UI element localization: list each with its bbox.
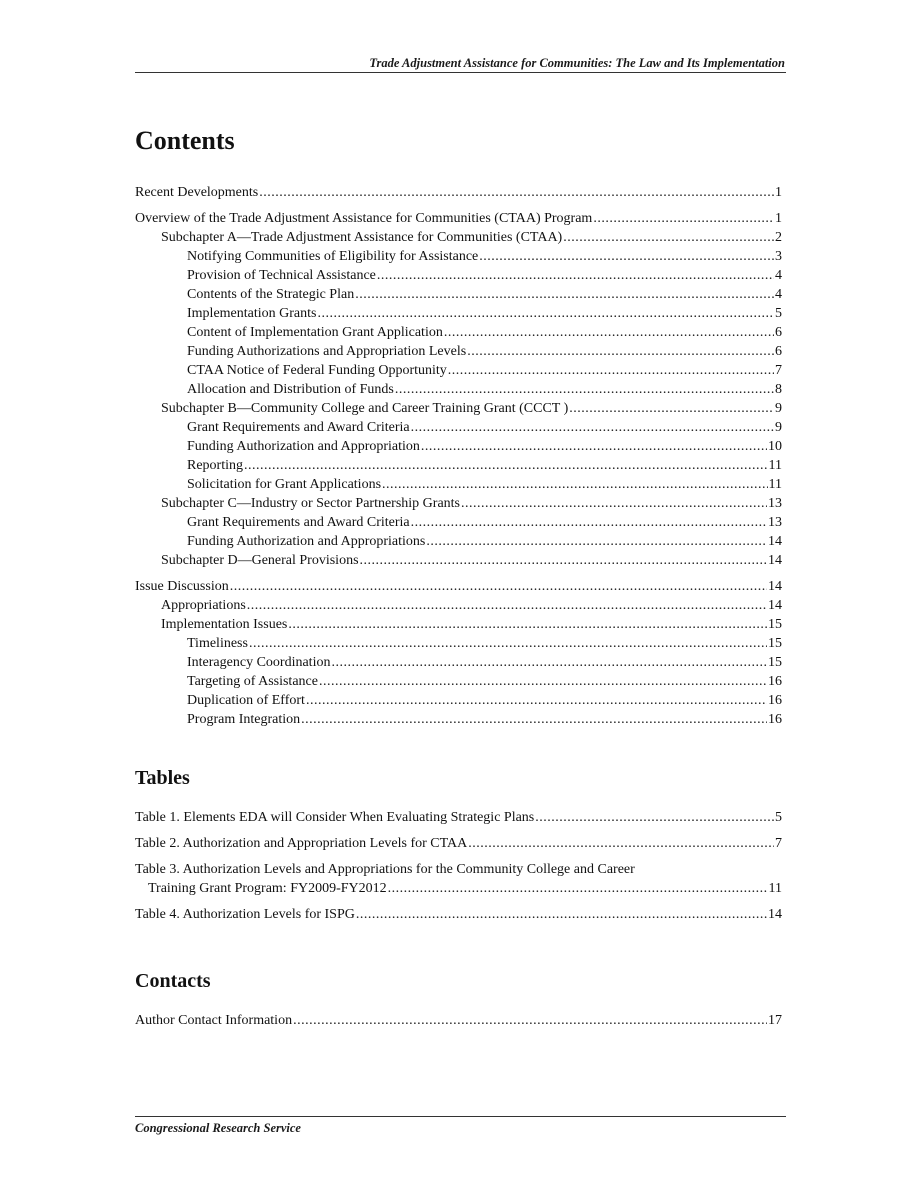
- toc-entry-page: 6: [775, 344, 782, 359]
- toc-entry-label: Table 1. Elements EDA will Consider When Evaluating Strategic Plans: [135, 810, 535, 825]
- toc-entry-label: Funding Authorization and Appropriation: [187, 439, 420, 454]
- toc-entry-label: Funding Authorization and Appropriations: [187, 534, 426, 549]
- toc-entry-label: Interagency Coordination: [187, 655, 331, 670]
- toc-entry-page: 15: [768, 617, 782, 632]
- toc-entry-page: 14: [768, 553, 782, 568]
- table-entry[interactable]: [135, 834, 782, 853]
- toc-entry-label: Reporting: [187, 458, 243, 473]
- toc-entry-page: 7: [775, 836, 782, 851]
- dot-leader: [535, 808, 774, 827]
- toc-entry-page: 13: [768, 515, 782, 530]
- toc-entry-page: 5: [775, 810, 782, 825]
- toc-entry-label: Issue Discussion: [135, 579, 229, 594]
- toc-entry[interactable]: [135, 266, 782, 285]
- toc-entry-page: 13: [768, 496, 782, 511]
- dot-leader: [317, 304, 774, 323]
- toc-entry-page: 14: [768, 907, 782, 922]
- toc-entry-page: 1: [775, 185, 782, 200]
- table-entry-continuation-text: Training Grant Program: FY2009-FY2012: [148, 881, 387, 896]
- toc-entry-label: Targeting of Assistance: [187, 674, 318, 689]
- running-footer: Congressional Research Service: [135, 1121, 301, 1135]
- toc-entry-label: Implementation Grants: [187, 306, 317, 321]
- toc-entry-label: Subchapter A—Trade Adjustment Assistance for Communities (CTAA): [161, 230, 563, 245]
- toc-entry[interactable]: [135, 228, 782, 247]
- toc-entry[interactable]: [135, 691, 782, 710]
- toc-entry[interactable]: [135, 475, 782, 494]
- toc-entry-label: Subchapter B—Community College and Career Training Grant (CCCT ): [161, 401, 569, 416]
- dot-leader: [467, 342, 774, 361]
- toc-entry-label: Subchapter C—Industry or Sector Partnership Grants: [161, 496, 460, 511]
- dot-leader: [230, 577, 767, 596]
- toc-entry-label: Grant Requirements and Award Criteria: [187, 515, 410, 530]
- toc-entry-page: 8: [775, 382, 782, 397]
- dot-leader: [301, 710, 767, 729]
- dot-leader: [421, 437, 767, 456]
- toc-entry-label: Provision of Technical Assistance: [187, 268, 376, 283]
- toc-entry-page: 6: [775, 325, 782, 340]
- toc-entry[interactable]: [135, 437, 782, 456]
- tables-heading: Tables: [135, 767, 190, 789]
- dot-leader: [244, 456, 768, 475]
- toc-entry[interactable]: [135, 456, 782, 475]
- toc-entry-label: Author Contact Information: [135, 1013, 293, 1028]
- dot-leader: [448, 361, 774, 380]
- toc-entry-label: Grant Requirements and Award Criteria: [187, 420, 410, 435]
- toc-entry-page: 4: [775, 268, 782, 283]
- dot-leader: [395, 380, 774, 399]
- toc-entry-page: 16: [768, 674, 782, 689]
- table-entry[interactable]: [135, 860, 782, 898]
- running-header: Trade Adjustment Assistance for Communities: The Law and Its Implementation: [369, 56, 785, 70]
- toc-entry-label: Timeliness: [187, 636, 248, 651]
- header-rule: [135, 72, 786, 73]
- toc-entry-label: Table 2. Authorization and Appropriation Levels for CTAA: [135, 836, 468, 851]
- toc-entry-page: 11: [768, 477, 782, 492]
- toc-entry[interactable]: [135, 323, 782, 342]
- table-entry-continuation: [135, 879, 782, 898]
- toc-entry-label: Recent Developments: [135, 185, 259, 200]
- toc-entry-label: Funding Authorizations and Appropriation Levels: [187, 344, 467, 359]
- dot-leader: [306, 691, 767, 710]
- toc-entry[interactable]: [135, 399, 782, 418]
- tables-section: [135, 765, 782, 924]
- toc-entry-label: Notifying Communities of Eligibility for Assistance: [187, 249, 479, 264]
- toc-entry-page: 4: [775, 287, 782, 302]
- dot-leader: [411, 418, 774, 437]
- toc-entry[interactable]: [135, 494, 782, 513]
- toc-entry[interactable]: [135, 361, 782, 380]
- toc-entry[interactable]: [135, 209, 782, 228]
- toc-entry-label: Content of Implementation Grant Application: [187, 325, 443, 340]
- toc-entry-page: 9: [775, 420, 782, 435]
- toc-entry-label: CTAA Notice of Federal Funding Opportunity: [187, 363, 447, 378]
- footer-rule: [135, 1116, 786, 1117]
- toc-entry[interactable]: [135, 672, 782, 691]
- toc-entry[interactable]: [135, 532, 782, 551]
- dot-leader: [479, 247, 774, 266]
- contacts-list: [135, 1011, 782, 1030]
- toc-entry-page: 16: [768, 712, 782, 727]
- toc-entry[interactable]: [135, 380, 782, 399]
- dot-leader: [461, 494, 767, 513]
- dot-leader: [356, 905, 767, 924]
- contents-list: [135, 183, 782, 729]
- toc-entry-page: 5: [775, 306, 782, 321]
- toc-entry[interactable]: [135, 342, 782, 361]
- toc-entry-label: Implementation Issues: [161, 617, 288, 632]
- toc-entry-page: 1: [775, 211, 782, 226]
- dot-leader: [563, 228, 774, 247]
- toc-entry-label: Overview of the Trade Adjustment Assistance for Communities (CTAA) Program: [135, 211, 593, 226]
- dot-leader: [319, 672, 767, 691]
- contacts-heading: Contacts: [135, 970, 211, 992]
- dot-leader: [377, 266, 774, 285]
- dot-leader: [249, 634, 767, 653]
- toc-entry[interactable]: [135, 596, 782, 615]
- toc-entry-label: Allocation and Distribution of Funds: [187, 382, 394, 397]
- tables-list: [135, 808, 782, 924]
- toc-entry-label: Appropriations: [161, 598, 246, 613]
- dot-leader: [382, 475, 767, 494]
- toc-entry-label: Contents of the Strategic Plan: [187, 287, 355, 302]
- dot-leader: [247, 596, 767, 615]
- toc-entry[interactable]: [135, 418, 782, 437]
- dot-leader: [593, 209, 774, 228]
- toc-entry[interactable]: [135, 653, 782, 672]
- toc-entry-label: Duplication of Effort: [187, 693, 305, 708]
- dot-leader: [426, 532, 767, 551]
- toc-entry-label: Solicitation for Grant Applications: [187, 477, 382, 492]
- dot-leader: [259, 183, 774, 202]
- toc-entry[interactable]: [135, 183, 782, 202]
- toc-entry[interactable]: [135, 634, 782, 653]
- toc-entry-label: Table 4. Authorization Levels for ISPG: [135, 907, 355, 922]
- toc-entry-page: 11: [768, 458, 782, 473]
- dot-leader: [569, 399, 774, 418]
- toc-entry-page: 3: [775, 249, 782, 264]
- toc-entry-page: 14: [768, 598, 782, 613]
- dot-leader: [468, 834, 774, 853]
- contacts-section: [135, 968, 782, 1030]
- toc-entry-label: Program Integration: [187, 712, 301, 727]
- contents-heading: Contents: [135, 126, 235, 155]
- dot-leader: [331, 653, 767, 672]
- toc-entry-page: 16: [768, 693, 782, 708]
- dot-leader: [293, 1011, 767, 1030]
- dot-leader: [411, 513, 767, 532]
- toc-entry[interactable]: [135, 551, 782, 570]
- dot-leader: [388, 879, 768, 898]
- dot-leader: [360, 551, 767, 570]
- toc-entry-page: 15: [768, 655, 782, 670]
- dot-leader: [444, 323, 774, 342]
- table-entry-page: 11: [768, 881, 782, 896]
- toc-entry-page: 2: [775, 230, 782, 245]
- table-entry[interactable]: [135, 905, 782, 924]
- toc-entry[interactable]: [135, 247, 782, 266]
- toc-entry-page: 14: [768, 579, 782, 594]
- toc-entry-page: 9: [775, 401, 782, 416]
- dot-leader: [288, 615, 767, 634]
- toc-entry[interactable]: [135, 710, 782, 729]
- toc-entry-page: 17: [768, 1013, 782, 1028]
- toc-entry[interactable]: [135, 513, 782, 532]
- contact-entry[interactable]: [135, 1011, 782, 1030]
- toc-entry-label: Subchapter D—General Provisions: [161, 553, 359, 568]
- toc-entry-page: 14: [768, 534, 782, 549]
- toc-entry[interactable]: [135, 615, 782, 634]
- table-entry[interactable]: [135, 808, 782, 827]
- toc-entry-page: 15: [768, 636, 782, 651]
- table-entry-label: Table 3. Authorization Levels and Appropriations for the Community College and Career: [135, 862, 635, 877]
- toc-entry[interactable]: [135, 285, 782, 304]
- toc-entry[interactable]: [135, 577, 782, 596]
- toc-page: [135, 125, 782, 1030]
- toc-entry-page: 7: [775, 363, 782, 378]
- toc-entry[interactable]: [135, 304, 782, 323]
- dot-leader: [355, 285, 774, 304]
- toc-entry-page: 10: [768, 439, 782, 454]
